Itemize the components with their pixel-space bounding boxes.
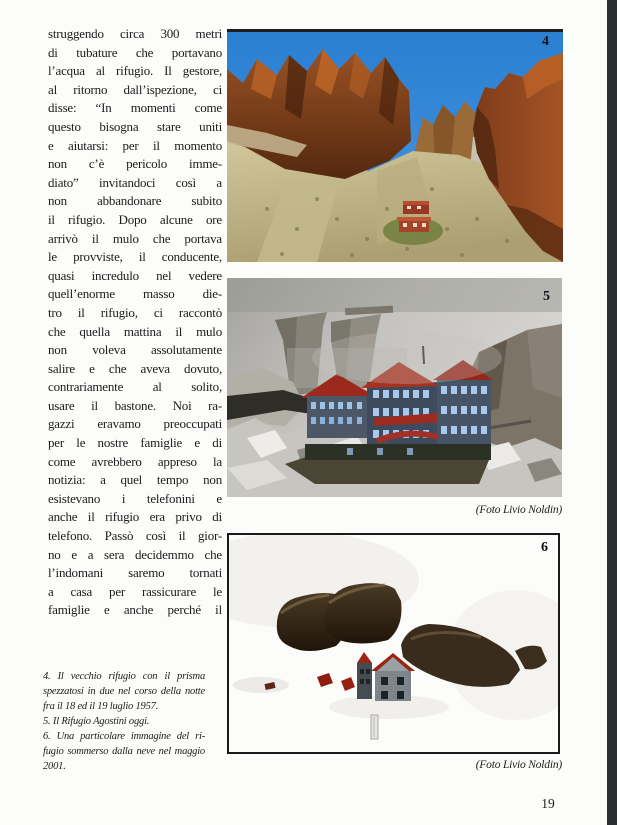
text-line: che quella mattina il mulo (48, 323, 222, 339)
figure-number-4: 4 (542, 34, 549, 49)
text-line: spezzatosi in due nel corso della notte (43, 686, 205, 697)
text-line: disse: “In momenti come (48, 100, 222, 116)
photo-credit-5: (Foto Livio Noldin) (475, 504, 562, 516)
text-line: arrivò il mulo che portava (48, 230, 222, 246)
text-line: salire e che aveva dovuto, (48, 360, 222, 376)
text-line: 6. Una particolare immagine del ri- (43, 731, 205, 742)
text-line: l’indomani saremo tornati (48, 565, 222, 581)
scan-edge-strip (607, 0, 617, 825)
photo-4 (227, 29, 563, 262)
page-number: 19 (541, 796, 555, 811)
text-line: l’acqua al rifugio. Il gestore, (48, 63, 222, 79)
text-line: contrariamente al solito, (48, 379, 222, 395)
figure-number-5: 5 (543, 289, 550, 304)
text-line: 2001. (43, 761, 66, 772)
photo-5 (227, 278, 562, 497)
text-line: di tubature che portavano (48, 44, 222, 60)
text-line: diato” invitandoci così a (48, 174, 222, 190)
photo-credit-6: (Foto Livio Noldin) (475, 759, 562, 771)
text-line: per le nostre famiglie e di (48, 435, 222, 451)
figure-number-6: 6 (541, 540, 548, 555)
text-line: e aiutarsi: per il momento (48, 137, 222, 153)
text-line: notizia: a quel tempo non (48, 472, 222, 488)
photo-5-image (227, 278, 562, 497)
text-line: esistevano i telefonini e (48, 490, 222, 506)
text-line: usare il bastone. Noi ra- (48, 397, 222, 413)
text-line: come avrebbero appreso la (48, 453, 222, 469)
text-line: 5. Il Rifugio Agostini oggi. (43, 716, 150, 727)
text-line: no e a sera decidemmo che (48, 546, 222, 562)
text-line: fra il 18 ed il 19 luglio 1957. (43, 701, 159, 712)
text-line: non voleva assolutamente (48, 342, 222, 358)
text-line: anche il rifugio era privo di (48, 509, 222, 525)
text-line: tro il rifugio, ci raccontò (48, 304, 222, 320)
article-text-column (48, 25, 222, 620)
text-line: non abbandonare subito (48, 193, 222, 209)
text-line: questo bisogna stare uniti (48, 118, 222, 134)
text-line: gazzi eravamo preoccupati (48, 416, 222, 432)
photo-6-image (229, 535, 558, 752)
text-line: il rifugio. Dopo alcune ore (48, 211, 222, 227)
text-line: quell’enorme masso die- (48, 286, 222, 302)
text-line: a casa per rassicurare le (48, 583, 222, 599)
photo-6 (227, 533, 560, 754)
text-line: famiglie e anche perché il (48, 602, 222, 618)
text-line: fugio sommerso dalla neve nel maggio (43, 746, 205, 757)
figure-caption-block (43, 669, 205, 774)
text-line: 4. Il vecchio rifugio con il prisma (43, 671, 205, 682)
text-line: le provviste, il conducente, (48, 249, 222, 265)
text-line: quasi incredulo nel vedere (48, 267, 222, 283)
text-line: struggendo circa 300 metri (48, 26, 222, 41)
text-line: al ritorno dall’ispezione, ci (48, 81, 222, 97)
photo-4-image (227, 29, 563, 262)
text-line: non c’è pericolo imme- (48, 156, 222, 172)
text-line: telefono. Passò così il gior- (48, 528, 222, 544)
